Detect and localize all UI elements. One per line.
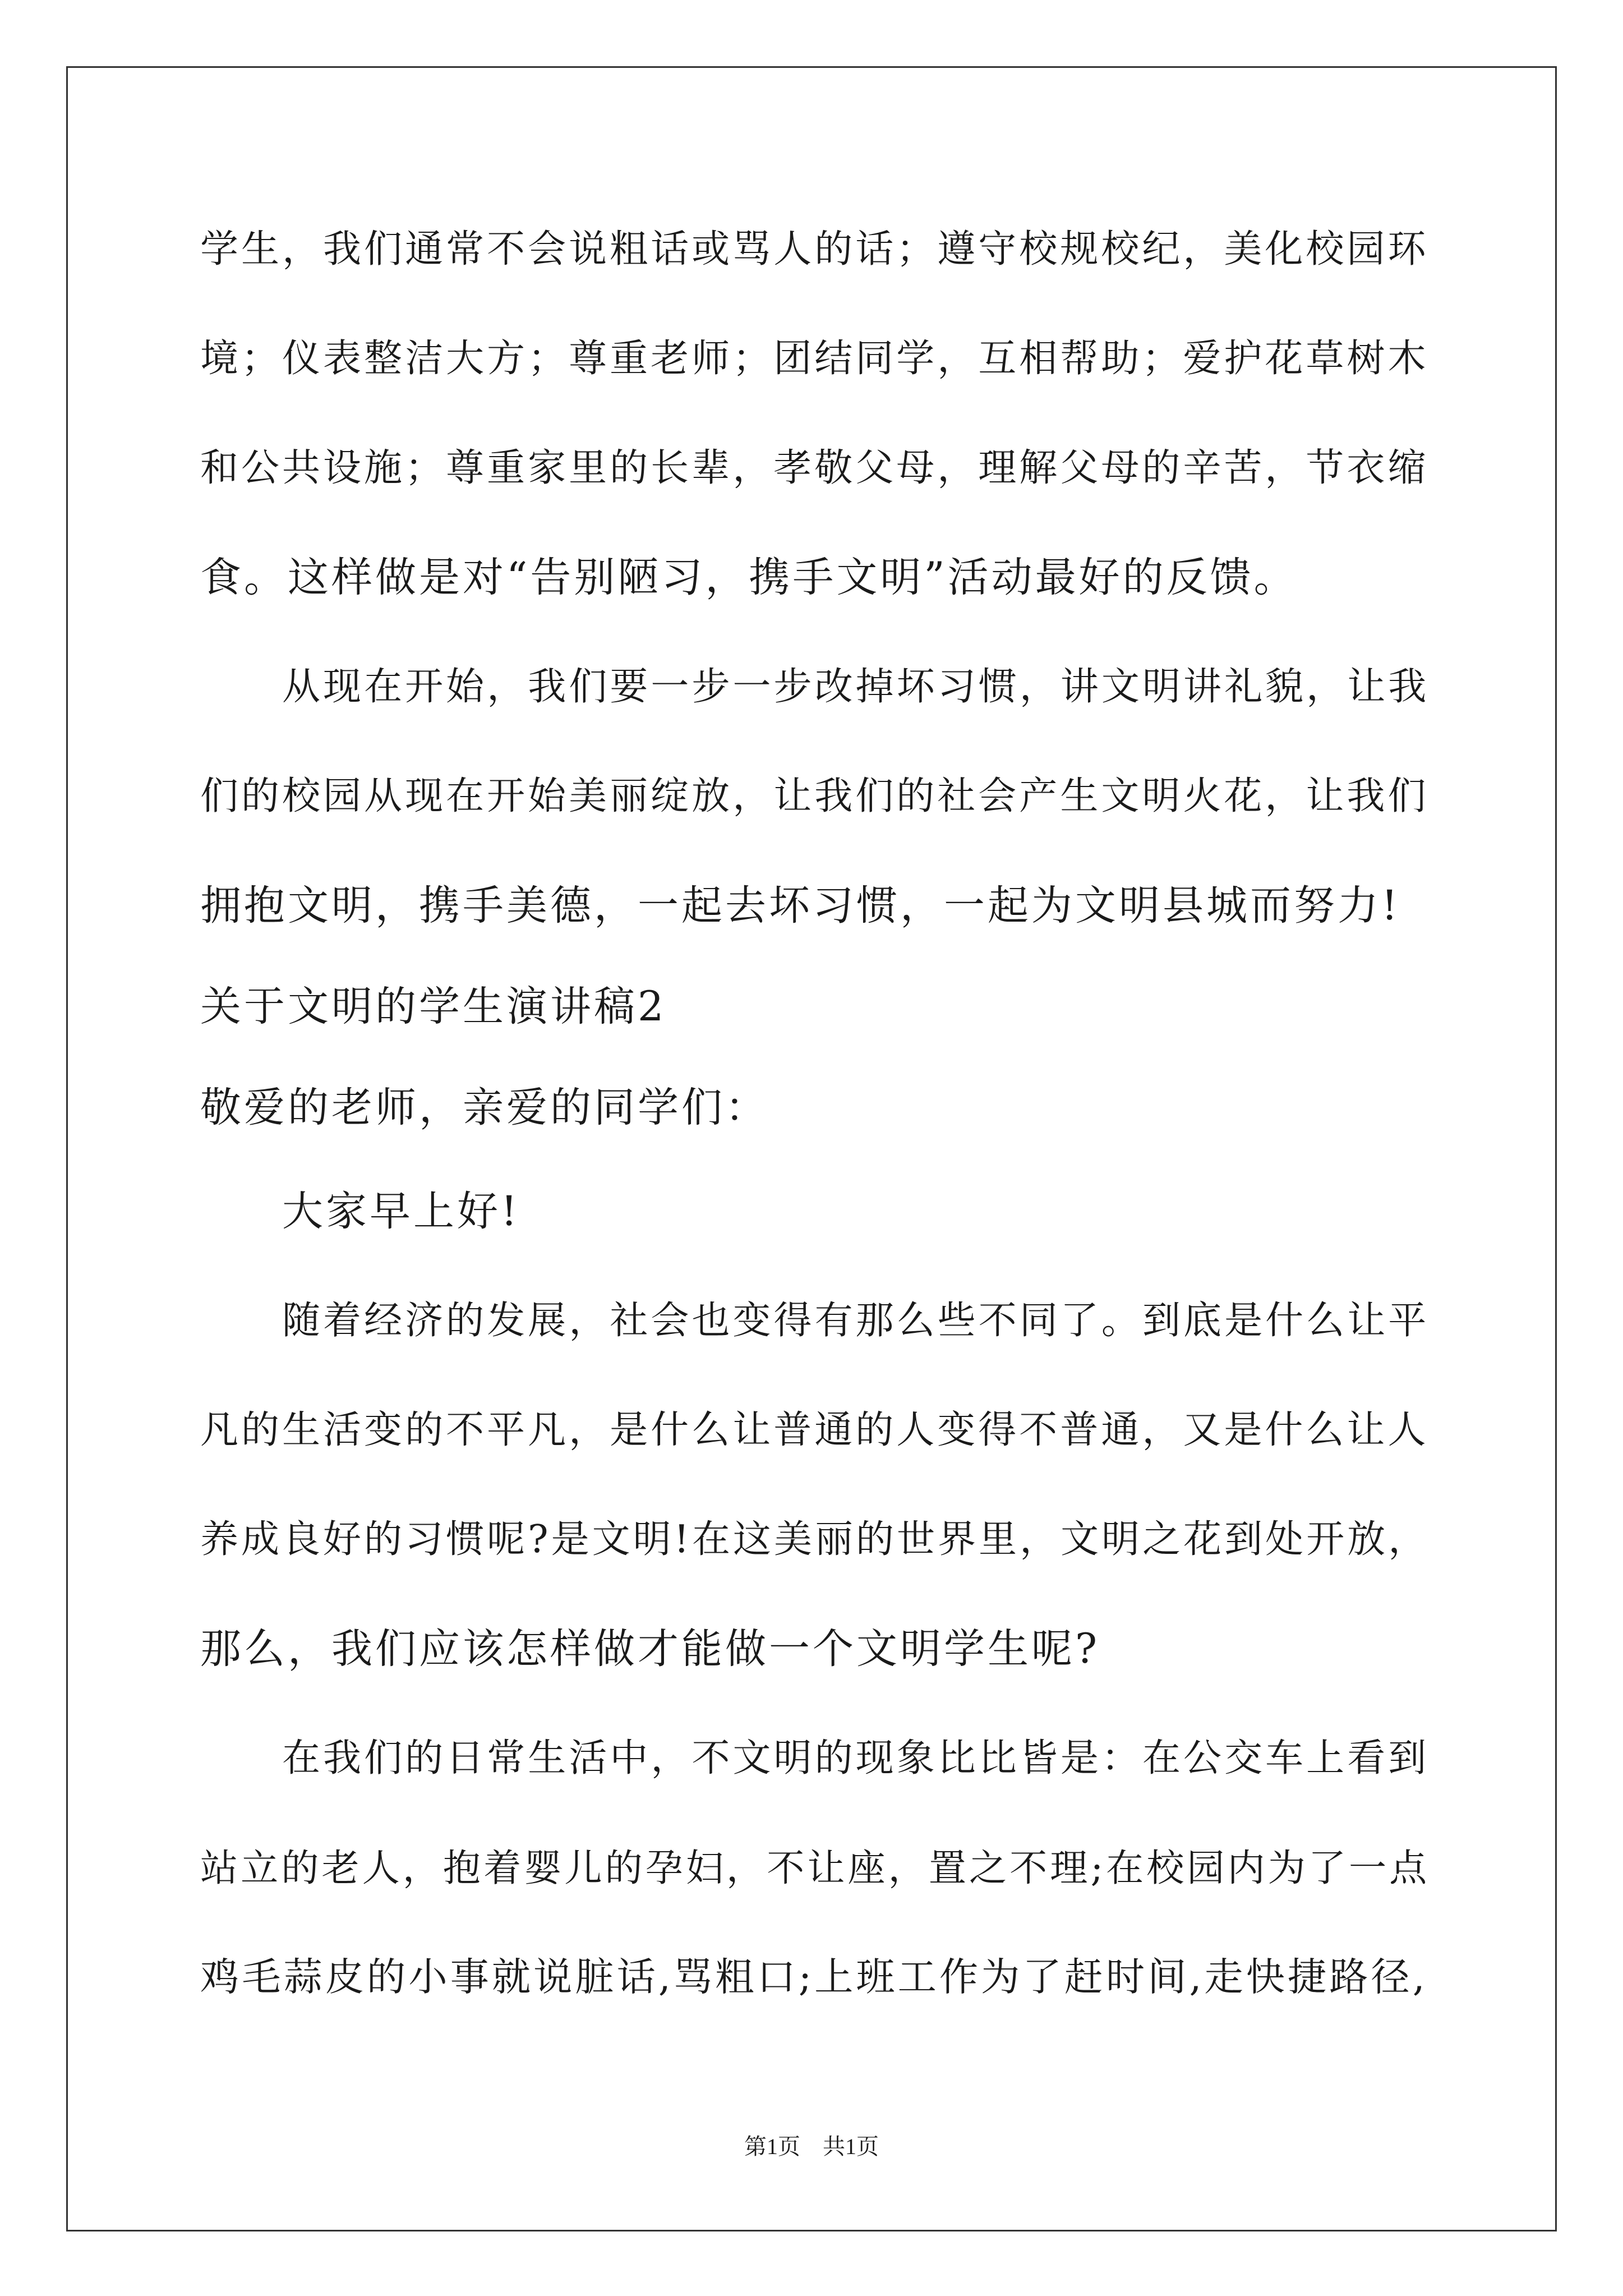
page-footer: 第1页 共1页 <box>744 2134 879 2159</box>
body-text-line: 食。这样做是对“告别陋习，携手文明”活动最好的反馈。 <box>200 554 1298 601</box>
body-text-line: 境；仪表整洁大方；尊重老师；团结同学，互相帮助；爱护花草树木 <box>200 337 1429 381</box>
body-text-line: 那么，我们应该怎样做才能做一个文明学生呢? <box>200 1625 1100 1673</box>
paragraph-first-line: 从现在开始，我们要一步一步改掉坏习惯，讲文明讲礼貌，让我 <box>282 665 1430 709</box>
section-heading: 关于文明的学生演讲稿2 <box>200 983 667 1030</box>
body-text-line: 养成良好的习惯呢?是文明!在这美丽的世界里，文明之花到处开放， <box>200 1517 1430 1562</box>
paragraph-first-line: 在我们的日常生活中，不文明的现象比比皆是：在公交车上看到 <box>282 1736 1430 1780</box>
body-text-line: 拥抱文明，携手美德，一起去坏习惯，一起为文明县城而努力! <box>200 882 1401 930</box>
body-text-line: 们的校园从现在开始美丽绽放，让我们的社会产生文明火花，让我们 <box>200 774 1429 818</box>
body-text-line: 鸡毛蒜皮的小事就说脏话,骂粗口;上班工作为了赶时间,走快捷路径, <box>200 1955 1428 2000</box>
body-text-line: 和公共设施；尊重家里的长辈，孝敬父母，理解父母的辛苦，节衣缩 <box>200 446 1429 490</box>
greeting: 大家早上好! <box>282 1188 520 1235</box>
salutation: 敬爱的老师，亲爱的同学们： <box>200 1084 769 1131</box>
body-text-line: 学生，我们通常不会说粗话或骂人的话；遵守校规校纪，美化校园环 <box>200 227 1429 272</box>
body-text-line: 凡的生活变的不平凡，是什么让普通的人变得不普通，又是什么让人 <box>200 1408 1429 1452</box>
body-text-line: 站立的老人，抱着婴儿的孕妇，不让座，置之不理;在校园内为了一点 <box>200 1846 1430 1890</box>
paragraph-first-line: 随着经济的发展，社会也变得有那么些不同了。到底是什么让平 <box>282 1299 1430 1343</box>
page-border <box>66 66 1557 2231</box>
